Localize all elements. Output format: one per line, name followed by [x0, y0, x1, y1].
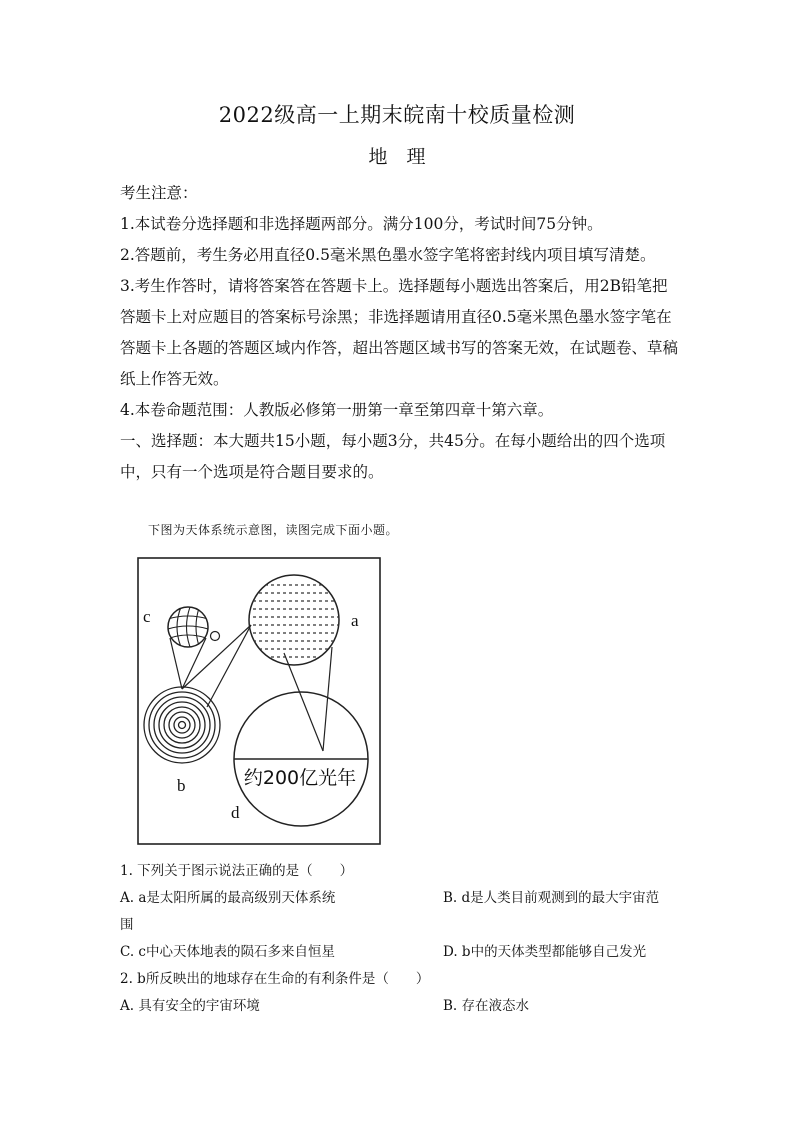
notice-item-4: 4.本卷命题范围：人教版必修第一册第一章至第四章十第六章。: [120, 401, 554, 419]
section-heading: 一、选择题：本大题共15小题，每小题3分，共45分。在每小题给出的四个选项中，只有一个选项是符合题目要求的。: [120, 432, 666, 481]
label-a: a: [351, 611, 359, 630]
notice-item-3: 3.考生作答时，请将答案答在答题卡上。选择题每小题选出答案后，用2B铅笔把答题卡上对应题目的答案标号涂黑；非选择题请用直径0.5毫米黑色墨水签字笔在答题卡上各题的答题区域内作答，超出答题区域书写的答案无效，在试题卷、草稿纸上作答无效。: [120, 277, 679, 388]
notice-heading: 考生注意：: [120, 184, 198, 202]
question-2-stem: 2. b所反映出的地球存在生命的有利条件是（ ）: [120, 971, 430, 987]
celestial-system-diagram: [137, 557, 381, 845]
universe-scale-caption: 约200亿光年: [243, 767, 357, 789]
label-b: b: [177, 776, 186, 795]
question-1-options-ab: [120, 885, 680, 912]
subject-title: 地 理: [368, 146, 426, 168]
question-1-option-c[interactable]: C. c中心天体地表的陨石多来自恒星: [120, 944, 335, 960]
question-2-options-ab: [120, 993, 680, 1020]
label-d: d: [231, 803, 240, 822]
exam-title: 2022级高一上期末皖南十校质量检测: [218, 103, 576, 127]
question-1-option-b-cont: 围: [120, 917, 134, 933]
moon-icon: [211, 632, 220, 641]
question-list: [120, 858, 680, 1020]
notice-item-1: 1.本试卷分选择题和非选择题两部分。满分100分，考试时间75分钟。: [120, 215, 603, 233]
label-c: c: [143, 607, 151, 626]
notice-item-2: 2.答题前，考生务必用直径0.5毫米黑色墨水签字笔将密封线内项目填写清楚。: [120, 246, 656, 264]
question-2-option-a[interactable]: A. 具有安全的宇宙环境: [120, 998, 260, 1014]
question-1-option-a[interactable]: A. a是太阳所属的最高级别天体系统: [120, 890, 336, 906]
question-1-option-b[interactable]: B. d是人类目前观测到的最大宇宙范: [443, 890, 660, 906]
candidate-notice: [120, 178, 680, 488]
figure-intro: 下图为天体系统示意图，读图完成下面小题。: [148, 523, 399, 537]
question-2-option-b[interactable]: B. 存在液态水: [443, 998, 530, 1014]
question-1-options-cd: [120, 939, 680, 966]
node-a-circle: [247, 575, 341, 665]
question-1-stem: 1. 下列关于图示说法正确的是（ ）: [120, 863, 354, 879]
question-1-option-d[interactable]: D. b中的天体类型都能够自己发光: [443, 944, 647, 960]
